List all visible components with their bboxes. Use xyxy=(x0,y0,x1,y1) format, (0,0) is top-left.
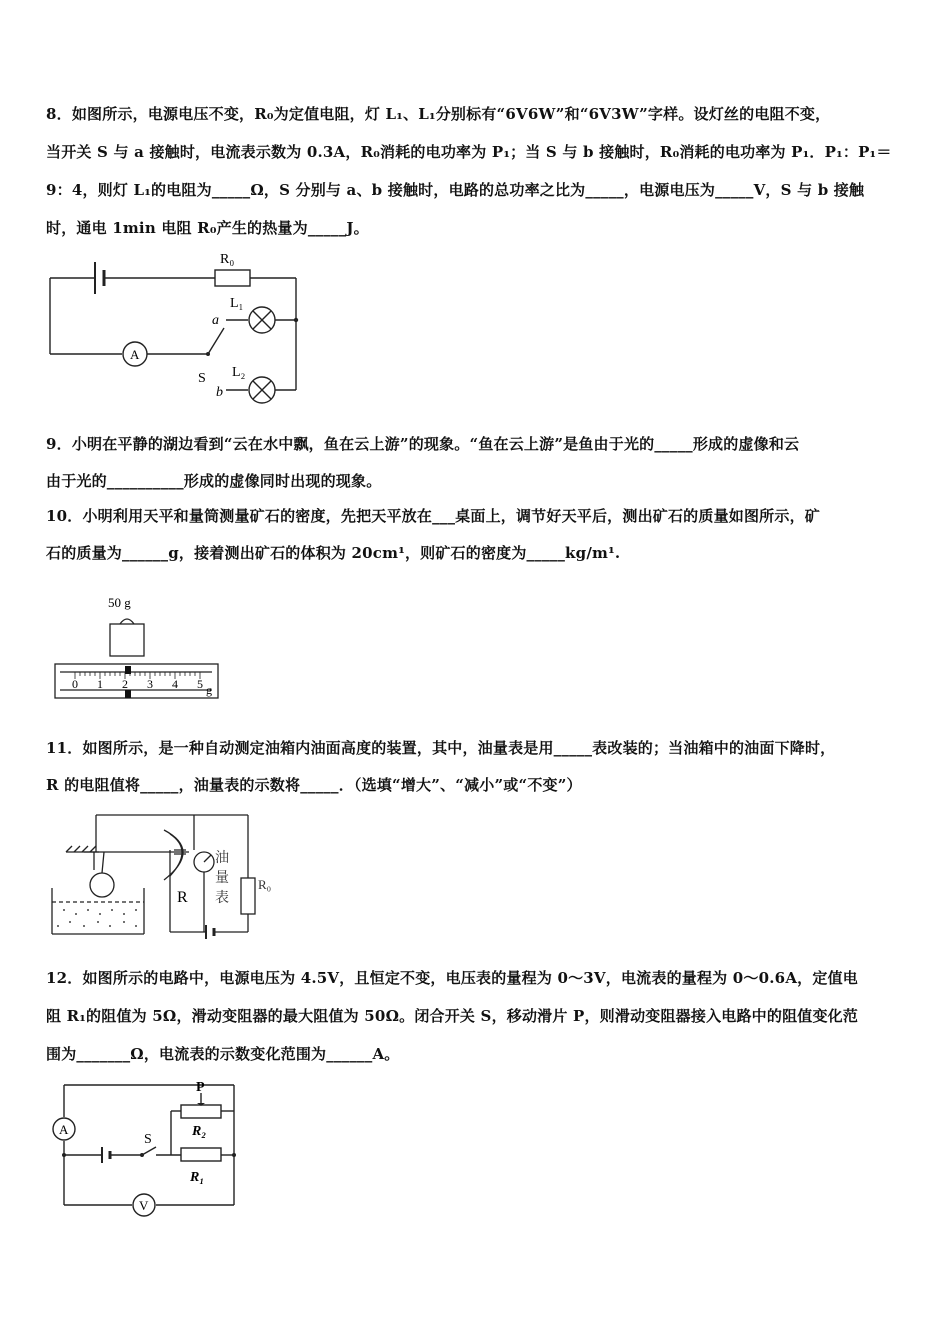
q11-line-1: 11．如图所示，是一种自动测定油箱内油面高度的装置，其中，油量表是用_____表改装的；当油箱中的油面下降时， xyxy=(46,739,836,757)
q12-circuit-diagram xyxy=(46,1075,246,1220)
r2-label: R₂ xyxy=(192,1124,207,1139)
q12-line-3: 围为_______Ω，电流表的示数变化范围为______A。 xyxy=(46,1045,400,1063)
q8-line-3: 9：4，则灯 L₁的电阻为_____Ω，S 分别与 a、b 接触时，电路的总功率之比为_____，电源电压为_____V，S 与 b 接触 xyxy=(46,181,865,199)
rider-marker-top xyxy=(125,666,131,674)
scale-tick-1: 1 xyxy=(97,677,103,691)
q12-line-2: 阻 R₁的阻值为 5Ω，滑动变阻器的最大阻值为 50Ω。闭合开关 S，移动滑片 P，则滑动变阻器接入电路中的阻值变化范 xyxy=(46,1007,859,1025)
weight-mass-label: 50 g xyxy=(108,595,131,610)
ammeter-label: A xyxy=(130,347,140,362)
q9-line-1: 9．小明在平静的湖边看到“云在水中飘，鱼在云上游”的现象。“鱼在云上游”是鱼由于光的_____形成的虚像和云 xyxy=(46,435,800,453)
l2-label: L₂ xyxy=(232,365,246,380)
gauge-char-2: 量 xyxy=(215,871,229,886)
scale-tick-3: 3 xyxy=(147,677,153,691)
variable-resistor-label: R xyxy=(177,889,188,906)
q8-line-4: 时，通电 1min 电阻 R₀产生的热量为_____J。 xyxy=(46,219,369,237)
scale-unit: g xyxy=(206,683,212,697)
r0-label: R₀ xyxy=(220,252,235,267)
q10-balance-figure xyxy=(50,590,230,705)
switch-label: S xyxy=(198,371,206,386)
q10-line-1: 10．小明利用天平和量筒测量矿石的密度，先把天平放在___桌面上，调节好天平后，测出矿石的质量如图所示，矿 xyxy=(46,507,820,525)
ammeter-label: A xyxy=(59,1122,69,1137)
r1-label: R₁ xyxy=(190,1170,205,1185)
contact-b-label: b xyxy=(216,385,223,400)
contact-a-label: a xyxy=(212,313,219,328)
gauge-char-1: 油 xyxy=(215,851,229,866)
slider-p-label: P xyxy=(196,1080,205,1095)
q8-line-2: 当开关 S 与 a 接触时，电流表示数为 0.3A，R₀消耗的电功率为 P₁；当 S 与 b 接触时，R₀消耗的电功率为 P₁．P₁：P₁＝ xyxy=(46,143,892,161)
q8-line-1: 8．如图所示，电源电压不变，R₀为定值电阻，灯 L₁、L₁分别标有“6V6W”和“6V3W”字样。设灯丝的电阻不变， xyxy=(46,105,831,123)
scale-tick-5: 5 xyxy=(197,677,203,691)
q9-line-2: 由于光的__________形成的虚像同时出现的现象。 xyxy=(46,472,382,490)
q12-line-1: 12．如图所示的电路中，电源电压为 4.5V，且恒定不变，电压表的量程为 0～3V，电流表的量程为 0～0.6A，定值电 xyxy=(46,969,858,987)
scale-tick-2: 2 xyxy=(122,677,128,691)
q11-line-2: R 的电阻值将_____，油量表的示数将_____．（选填“增大”、“减小”或“不变”） xyxy=(46,776,582,794)
l1-label: L₁ xyxy=(230,296,244,311)
switch-s-label: S xyxy=(144,1132,152,1147)
scale-tick-0: 0 xyxy=(72,677,78,691)
rider-marker-bottom xyxy=(125,690,131,698)
q11-fuel-gauge-figure xyxy=(44,810,284,945)
scale-tick-4: 4 xyxy=(172,677,178,691)
voltmeter-label: V xyxy=(139,1198,149,1213)
q8-circuit-diagram xyxy=(40,248,320,408)
gauge-char-3: 表 xyxy=(215,891,229,906)
r0-resistor-label: R₀ xyxy=(258,877,272,892)
q10-line-2: 石的质量为______g，接着测出矿石的体积为 20cm¹，则矿石的密度为_____kg/m¹. xyxy=(46,544,621,562)
